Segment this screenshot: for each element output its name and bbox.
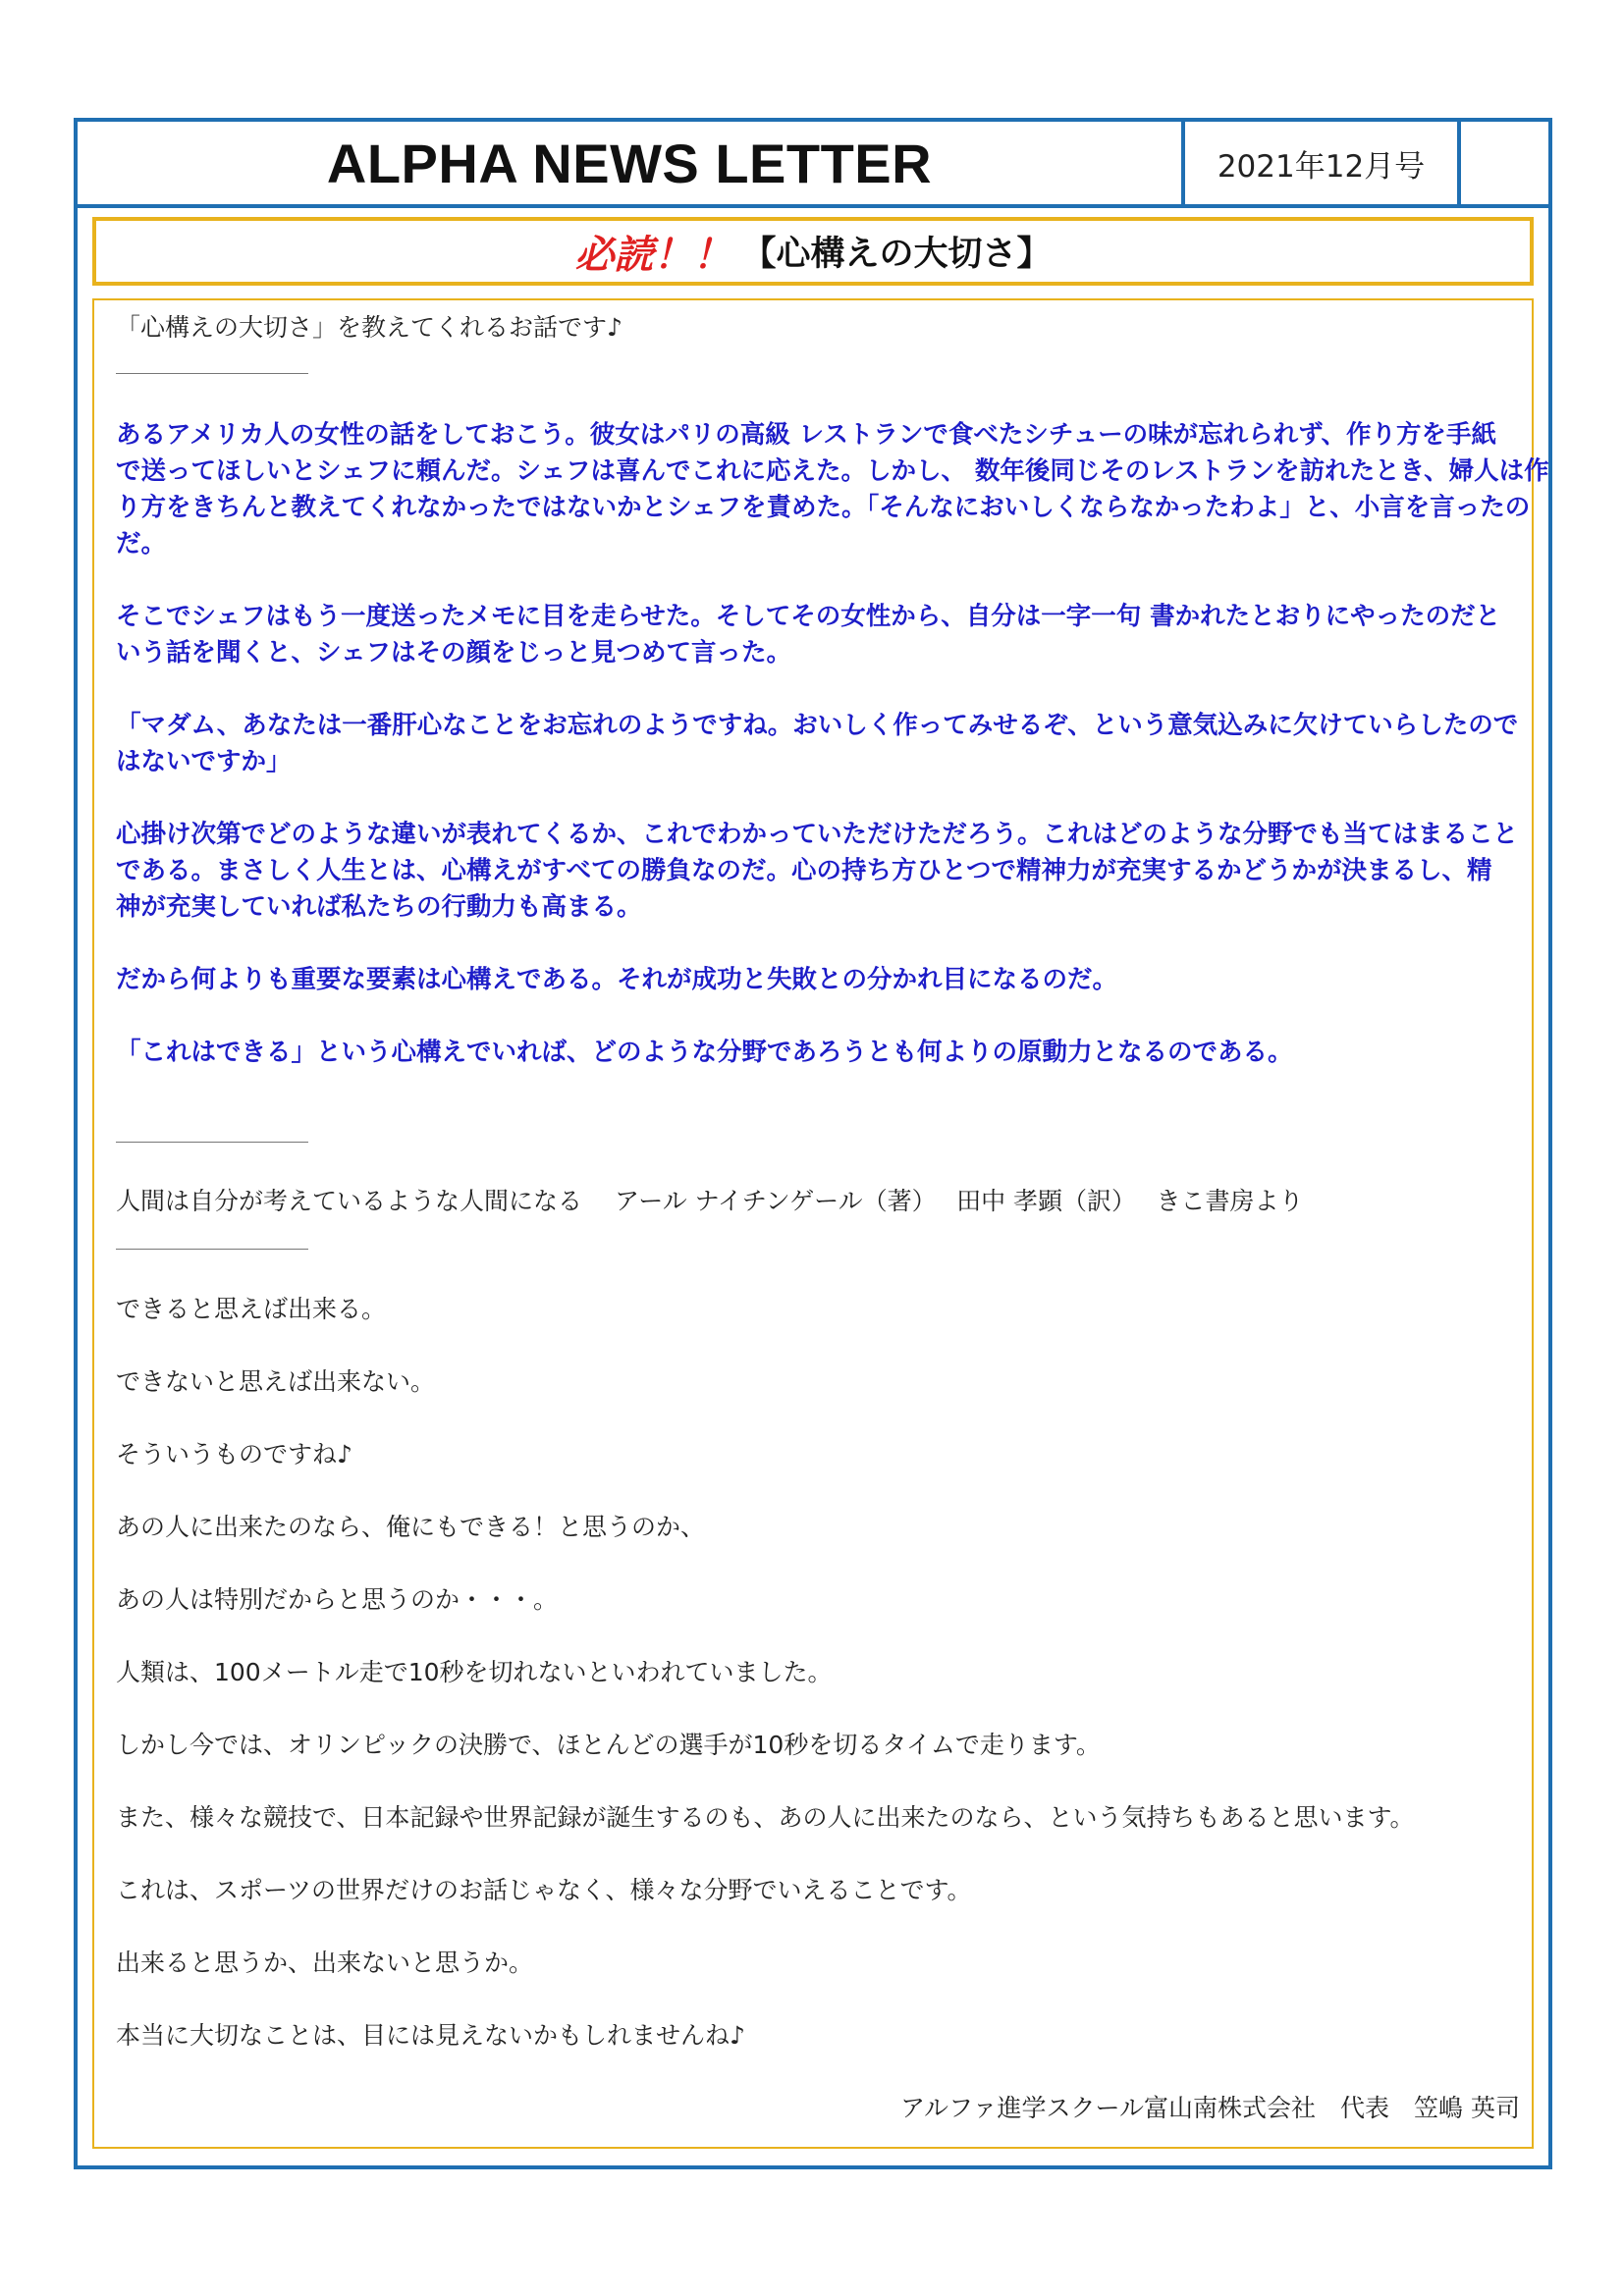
newsletter-frame (74, 118, 1552, 2169)
story-line: 「マダム、あなたは一番肝心なことをお忘れのようですね。おいしく作ってみせるぞ、という意気込みに欠けていらしたので (116, 711, 1519, 740)
commentary-line: 人類は、100メートル走で10秒を切れないといわれていました。 (116, 1658, 833, 1686)
story-line: いう話を聞くと、シェフはその顔をじっと見つめて言った。 (116, 638, 791, 667)
commentary-line: あの人に出来たのなら、俺にもできる！と思うのか、 (116, 1513, 706, 1541)
story-line: だ。 (116, 529, 167, 559)
divider (116, 1142, 308, 1143)
headline-banner (92, 217, 1534, 286)
newsletter-title: ALPHA NEWS LETTER (326, 132, 933, 194)
story-line: 「これはできる」という心構えでいれば、どのような分野であろうとも何よりの原動力となるのである。 (116, 1038, 1293, 1067)
commentary-line: これは、スポーツの世界だけのお話じゃなく、様々な分野でいえることです。 (116, 1876, 972, 1904)
story-line: だから何よりも重要な要素は心構えである。それが成功と失敗との分かれ目になるのだ。 (116, 965, 1118, 994)
story-line: あるアメリカ人の女性の話をしておこう。彼女はパリの高級 レストランで食べたシチューの味が忘れられず、作り方を手紙 (116, 420, 1497, 450)
article-body (92, 298, 1549, 2149)
commentary-line: あの人は特別だからと思うのか・・・。 (116, 1585, 559, 1614)
headline-topic: 【心構えの大切さ】 (741, 235, 1052, 274)
must-read-label: 必読！！ (574, 232, 732, 278)
story-line: り方をきちんと教えてくれなかったではないかとシェフを責めた。「そんなにおいしくならなかったわよ」と、小言を言ったの (116, 493, 1531, 522)
commentary-line: 本当に大切なことは、目には見えないかもしれませんね♪ (116, 2021, 745, 2050)
story-line: 神が充実していれば私たちの行動力も高まる。 (116, 892, 642, 922)
story-line: で送ってほしいとシェフに頼んだ。シェフは喜んでこれに応えた。しかし、 数年後同じそのレストランを訪れたとき、婦人は作 (116, 456, 1549, 486)
story-line: 心掛け次第でどのような違いが表れてくるか、これでわかっていただけただろう。これはどのような分野でも当てはまること (116, 820, 1519, 849)
issue-date: 2021年12月号 (1181, 122, 1461, 204)
commentary-line: できないと思えば出来ない。 (116, 1367, 436, 1396)
divider (116, 373, 308, 374)
book-citation: 人間は自分が考えているような人間になる アール ナイチンゲール（著） 田中 孝顕（訳） きこ書房より (116, 1187, 1304, 1215)
masthead (78, 122, 1548, 208)
commentary-line: しかし今では、オリンピックの決勝で、ほとんどの選手が10秒を切るタイムで走ります。 (116, 1731, 1101, 1759)
story-line: である。まさしく人生とは、心構えがすべての勝負なのだ。心の持ち方ひとつで精神力が充実するかどうかが決まるし、精 (116, 856, 1492, 885)
author-signature: アルファ進学スクール富山南株式会社 代表 笠嶋 英司 (900, 2094, 1520, 2122)
intro-text: 「心構えの大切さ」を教えてくれるお話です♪ (116, 313, 623, 342)
commentary-line: 出来ると思うか、出来ないと思うか。 (116, 1949, 534, 1977)
story-line: そこでシェフはもう一度送ったメモに目を走らせた。そしてその女性から、自分は一字一句 書かれたとおりにやったのだと (116, 602, 1501, 631)
commentary-line: また、様々な競技で、日本記録や世界記録が誕生するのも、あの人に出来たのなら、という気持ちもあると思います。 (116, 1803, 1415, 1832)
divider (116, 1249, 308, 1250)
commentary-line: そういうものですね♪ (116, 1440, 352, 1468)
commentary-line: できると思えば出来る。 (116, 1295, 387, 1323)
story-line: はないですか」 (116, 747, 292, 776)
blank-header-cell (1461, 122, 1548, 204)
